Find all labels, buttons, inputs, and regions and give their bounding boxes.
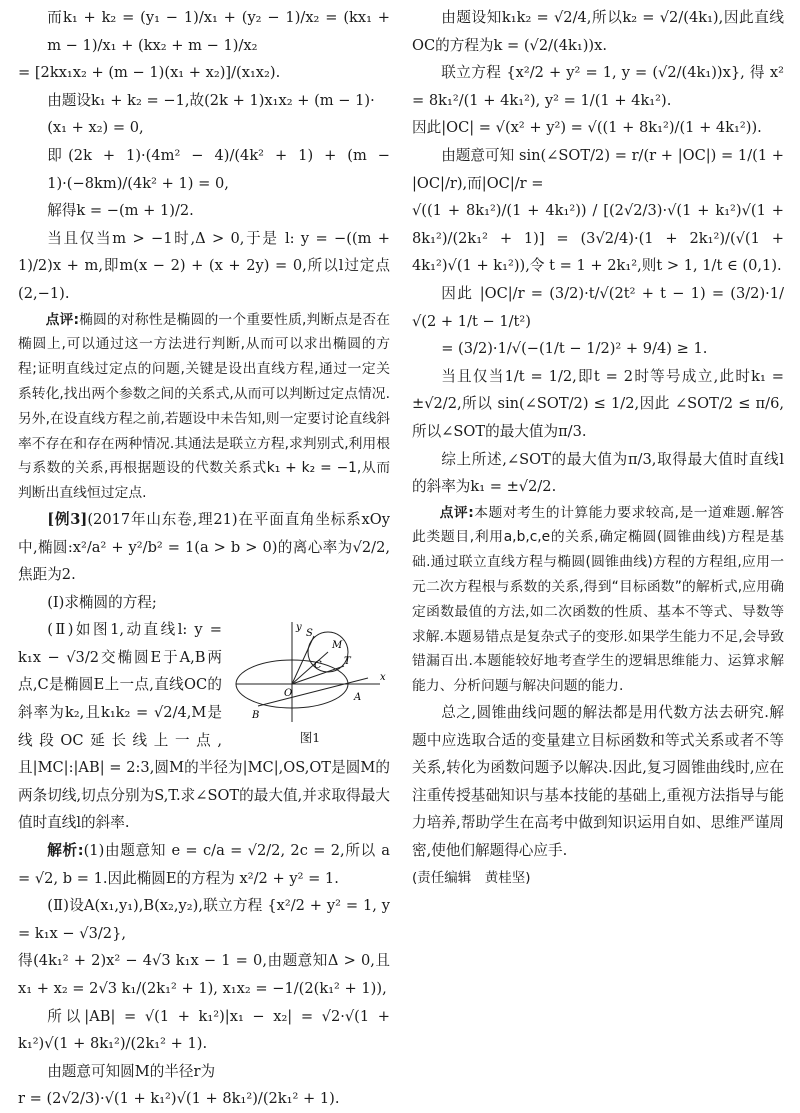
paragraph: 因此|OC| = √(x² + y²) = √((1 + 8k₁²)/(1 + 4k₁²)). [412, 119, 762, 137]
right-column [412, 4, 784, 892]
segment-om [292, 652, 328, 684]
paragraph: 由题设k₁ + k₂ = −1,故(2k + 1)x₁x₂ + (m − 1)· [47, 91, 375, 109]
paragraph: 由题意可知 sin(∠SOT/2) = r/(r + |OC|) = 1/(1 + |OC|/r),而|OC|/r = [412, 146, 784, 192]
paragraph: 综上所述,∠SOT的最大值为π/3,取得最大值时直线l的斜率为k₁ = ±√2/2. [412, 450, 784, 496]
example-label: [例3] [47, 510, 88, 528]
comment-text: 椭圆的对称性是椭圆的一个重要性质,判断点是否在椭圆上,可以通过这一方法进行判断,从而可以求出椭圆的方程;证明直线过定点的问题,关键是设出直线方程,通过一定关系转化,找出两个参数之间的关系式,从而可以判断过定点情况.另外,在设直线方程之前,若题设中未告知,则一定要讨论直线斜率不存在和存在两种情况.其通法是联立方程,求判别式,利用根与系数的关系,再根据题设的代数关系式k₁ + k₂ = −1,从而判断出直线恒过定点. [18, 311, 390, 502]
paragraph: √((1 + 8k₁²)/(1 + 4k₁²)) / [(2√2/3)·√(1 + k₁²)√(1 + 8k₁²)/(2k₁² + 1)] = (3√2/4)·(1 + 2k₁²)/(√(1 + 4k₁²)√(1 + k₁²)),令 t = 1 + 2k₁²,则t > 1, 1/t ∈ (0,1). [412, 202, 784, 275]
paragraph: 得(4k₁² + 2)x² − 4√3 k₁x − 1 = 0,由题意知Δ > 0,且 x₁ + x₂ = 2√3 k₁/(2k₁² + 1), x₁x₂ = −1/(2(k₁² + 1)), [18, 952, 390, 997]
example-text: (2017年山东卷,理21)在平面直角坐标系xOy中,椭圆:x²/a² + y²/b² = 1(a > b > 0)的离心率为√2/2,焦距为2. [18, 510, 390, 584]
solution-paragraph [18, 837, 390, 892]
solution-text: (1)由题意知 e = c/a = √2/2, 2c = 2,所以 a = √2, b = 1.因此椭圆E的方程为 x²/2 + y² = 1. [18, 842, 390, 887]
ellipse-diagram [230, 618, 390, 730]
label-m: M [332, 640, 343, 652]
paragraph: 所以|AB| = √(1 + k₁²)|x₁ − x₂| = √2·√(1 + k₁²)√(1 + 8k₁²)/(2k₁² + 1). [18, 1007, 390, 1053]
paragraph: (Ⅱ)设A(x₁,y₁),B(x₂,y₂),联立方程 {x²/2 + y² = 1, y = k₁x − √3/2}, [18, 897, 390, 942]
label-t: T [344, 656, 351, 668]
summary-paragraph: 总之,圆锥曲线问题的解法都是用代数方法去研究.解题中应选取合适的变量建立目标函数和等式关系或者不等关系,转化为函数问题予以解决.因此,复习圆锥曲线时,应在注重传授基础知识与基本技能的基础上,重视方法指导与能力培养,帮助学生在高考中做到知识运用自如、思维严谨周密,使他们解题得心应手. [412, 704, 784, 860]
paragraph: = (3/2)·1/√(−(1/t − 1/2)² + 9/4) ≥ 1. [441, 340, 708, 358]
label-o: O [284, 688, 293, 700]
paragraph: r = (2√2/3)·√(1 + k₁²)√(1 + 8k₁²)/(2k₁² + 1). [18, 1090, 340, 1108]
label-c: C [314, 660, 322, 672]
paragraph: 因此 |OC|/r = (3/2)·t/√(2t² + t − 1) = (3/2)·1/√(2 + 1/t − 1/t²) [412, 284, 784, 330]
paragraph: = [2kx₁x₂ + (m − 1)(x₁ + x₂)]/(x₁x₂). [18, 64, 281, 82]
editor-credit: (责任编辑 黄桂坚) [412, 869, 531, 886]
comment-paragraph [18, 308, 390, 506]
comment-text: 本题对考生的计算能力要求较高,是一道难题.解答此类题目,利用a,b,c,e的关系,确定椭圆(圆锥曲线)方程是基础.通过联立直线方程与椭圆(圆锥曲线)方程的方程组,应用一元二次方程根与系数的关系,得到“目标函数”的解析式,应用确定函数最值的方法,如二次函数的性质、基本不等式、导数等求解.本题易错点是复杂式子的变形.如果学生能力不足,会导致错漏百出.本题能较好地考查学生的逻辑思维能力、运算求解能力、分析问题与解决问题的能力. [412, 504, 784, 695]
paragraph: 联立方程 {x²/2 + y² = 1, y = (√2/(4k₁))x}, 得 x² = 8k₁²/(1 + 4k₁²), y² = 1/(1 + 4k₁²). [412, 64, 784, 109]
paragraph: 由题意可知圆M的半径r为 [47, 1062, 216, 1080]
example-paragraph [18, 506, 390, 589]
paragraph: (x₁ + x₂) = 0, [47, 119, 144, 137]
paragraph: 解得k = −(m + 1)/2. [47, 202, 194, 220]
comment-paragraph [412, 501, 784, 699]
label-b: B [252, 710, 260, 722]
label-y: y [296, 622, 302, 634]
paragraph: 由题设知k₁k₂ = √2/4,所以k₂ = √2/(4k₁),因此直线OC的方程为k = (√2/(4k₁))x. [412, 9, 784, 54]
paragraph: 而k₁ + k₂ = (y₁ − 1)/x₁ + (y₂ − 1)/x₂ = (kx₁ + m − 1)/x₁ + (kx₂ + m − 1)/x₂ [47, 9, 390, 54]
figure-caption: 图1 [299, 730, 321, 746]
label-s: S [306, 628, 313, 640]
paragraph: 当且仅当m > −1时,Δ > 0,于是 l: y = −((m + 1)/2)x + m,即m(x − 2) + (x + 2y) = 0,所以l过定点(2,−1). [18, 229, 390, 302]
solution-label: 解析: [47, 842, 84, 860]
figure-1 [230, 618, 390, 746]
comment-label: 点评: [45, 311, 79, 328]
comment-label: 点评: [439, 504, 474, 521]
label-a: A [354, 692, 362, 704]
paragraph: (Ⅰ)求椭圆的方程; [47, 593, 157, 611]
line-l [258, 678, 368, 706]
paragraph: 即(2k + 1)·(4m² − 4)/(4k² + 1) + (m − 1)·(−8km)/(4k² + 1) = 0, [47, 146, 390, 192]
paragraph: (Ⅱ)如图1,动直线l: y = k₁x − √3/2交椭圆E于A,B两点,C是椭圆E上一点,直线OC的斜率为k₂,且k₁k₂ = √2/4,M是线段OC延长线上一点,且|MC|:|AB| = 2:3,圆M的半径为|MC|,OS,OT是圆M的两条切线,切点分别为S,T.求∠SOT的最大值,并求取得最大值时直线l的斜率. [18, 621, 390, 832]
label-x: x [380, 672, 386, 684]
left-column [18, 4, 390, 1113]
paragraph: 当且仅当1/t = 1/2,即t = 2时等号成立,此时k₁ = ±√2/2,所以 sin(∠SOT/2) ≤ 1/2,因此 ∠SOT/2 ≤ π/6,所以∠SOT的最大值为π/3. [412, 367, 784, 440]
